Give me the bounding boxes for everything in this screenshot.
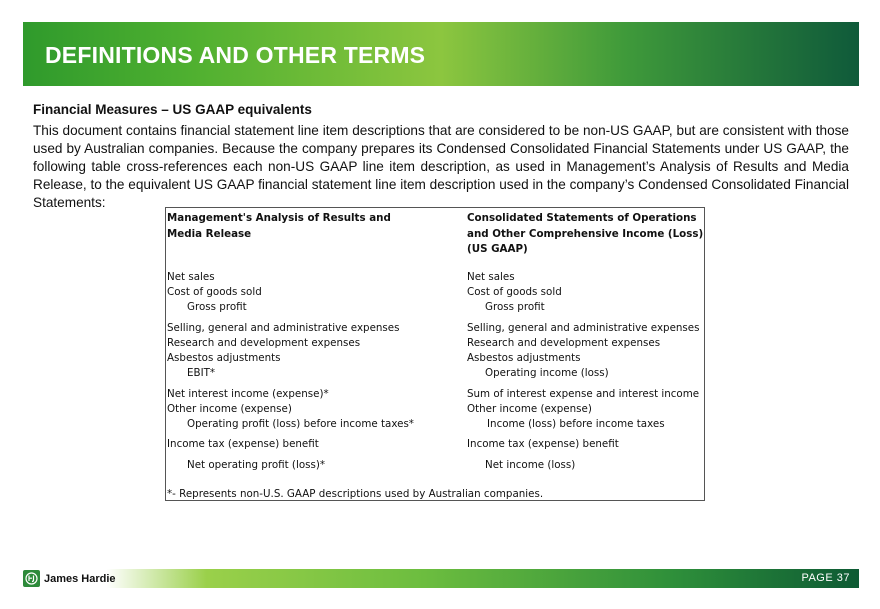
left-cell: Cost of goods sold — [167, 286, 262, 298]
cross-reference-table — [165, 207, 705, 501]
right-cell: Cost of goods sold — [467, 286, 562, 298]
right-header-line-3: (US GAAP) — [467, 243, 528, 255]
page-number: PAGE 37 — [801, 572, 850, 584]
right-cell: Selling, general and administrative expenses — [467, 322, 700, 334]
left-cell: Net operating profit (loss)* — [187, 459, 326, 471]
left-header-line-2: Media Release — [167, 228, 252, 240]
left-cell: Other income (expense) — [167, 403, 292, 415]
right-cell: Other income (expense) — [467, 403, 592, 415]
left-cell: Gross profit — [187, 301, 247, 313]
left-header-line-1: Management's Analysis of Results and — [167, 212, 391, 224]
section-subheading: Financial Measures – US GAAP equivalents — [33, 102, 312, 117]
right-cell: Asbestos adjustments — [467, 352, 581, 364]
right-header-line-2: and Other Comprehensive Income (Loss) — [467, 228, 704, 240]
left-cell: Net interest income (expense)* — [167, 388, 329, 400]
title-banner — [23, 22, 859, 86]
right-header-line-1: Consolidated Statements of Operations — [467, 212, 697, 224]
right-cell: Net sales — [467, 271, 515, 283]
right-cell: Operating income (loss) — [485, 367, 609, 379]
left-cell: Research and development expenses — [167, 337, 361, 349]
left-cell: Selling, general and administrative expenses — [167, 322, 400, 334]
left-cell: EBIT* — [187, 367, 216, 379]
left-cell: Income tax (expense) benefit — [167, 438, 319, 450]
right-cell: Income (loss) before income taxes — [487, 418, 665, 430]
left-cell: Net sales — [167, 271, 215, 283]
intro-paragraph: This document contains financial statement line item descriptions that are considered to be non-US GAAP, but are consistent with those used by Australian companies. Because the company prepares its Condensed Consolidated Financial Statements under US GAAP, the following table cross-references each non-US GAAP line item description, as used in Management’s Analysis of Results and Media Release, to the equivalent US GAAP financial statement line item description used in the company’s Condensed Consolidated Financial Statements: — [33, 123, 849, 210]
right-cell: Gross profit — [485, 301, 545, 313]
right-cell: Income tax (expense) benefit — [467, 438, 619, 450]
right-cell: Sum of interest expense and interest income — [467, 388, 700, 400]
table-footnote: *- Represents non-U.S. GAAP descriptions used by Australian companies. — [167, 488, 544, 500]
page-title: DEFINITIONS AND OTHER TERMS — [45, 42, 426, 68]
brand-logo — [23, 569, 116, 588]
left-cell: Asbestos adjustments — [167, 352, 281, 364]
right-cell: Research and development expenses — [467, 337, 661, 349]
footer-bar — [23, 569, 859, 588]
james-hardie-logo-icon — [23, 570, 40, 587]
brand-name: James Hardie — [44, 572, 116, 585]
right-cell: Net income (loss) — [485, 459, 576, 471]
left-cell: Operating profit (loss) before income taxes* — [187, 418, 414, 430]
